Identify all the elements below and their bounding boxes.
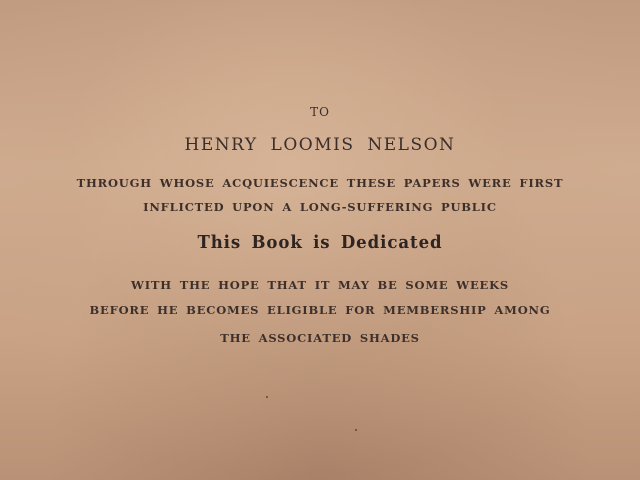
dedication-line-5: THE ASSOCIATED SHADES (220, 331, 420, 345)
paper-speck (355, 429, 357, 431)
dedication-line-1: THROUGH WHOSE ACQUIESCENCE THESE PAPERS WERE FIRST (76, 176, 564, 190)
paper-speck (266, 396, 268, 398)
dedication-line-4: BEFORE HE BECOMES ELIGIBLE FOR MEMBERSHIP AMONG (89, 303, 551, 317)
dedication-line-3: WITH THE HOPE THAT IT MAY BE SOME WEEKS (131, 278, 509, 292)
dedication-to: TO (310, 105, 330, 119)
dedication-line-2: INFLICTED UPON A LONG-SUFFERING PUBLIC (143, 200, 497, 214)
dedicatee-name: HENRY LOOMIS NELSON (184, 135, 456, 155)
dedication-heading: This Book is Dedicated (197, 232, 443, 253)
